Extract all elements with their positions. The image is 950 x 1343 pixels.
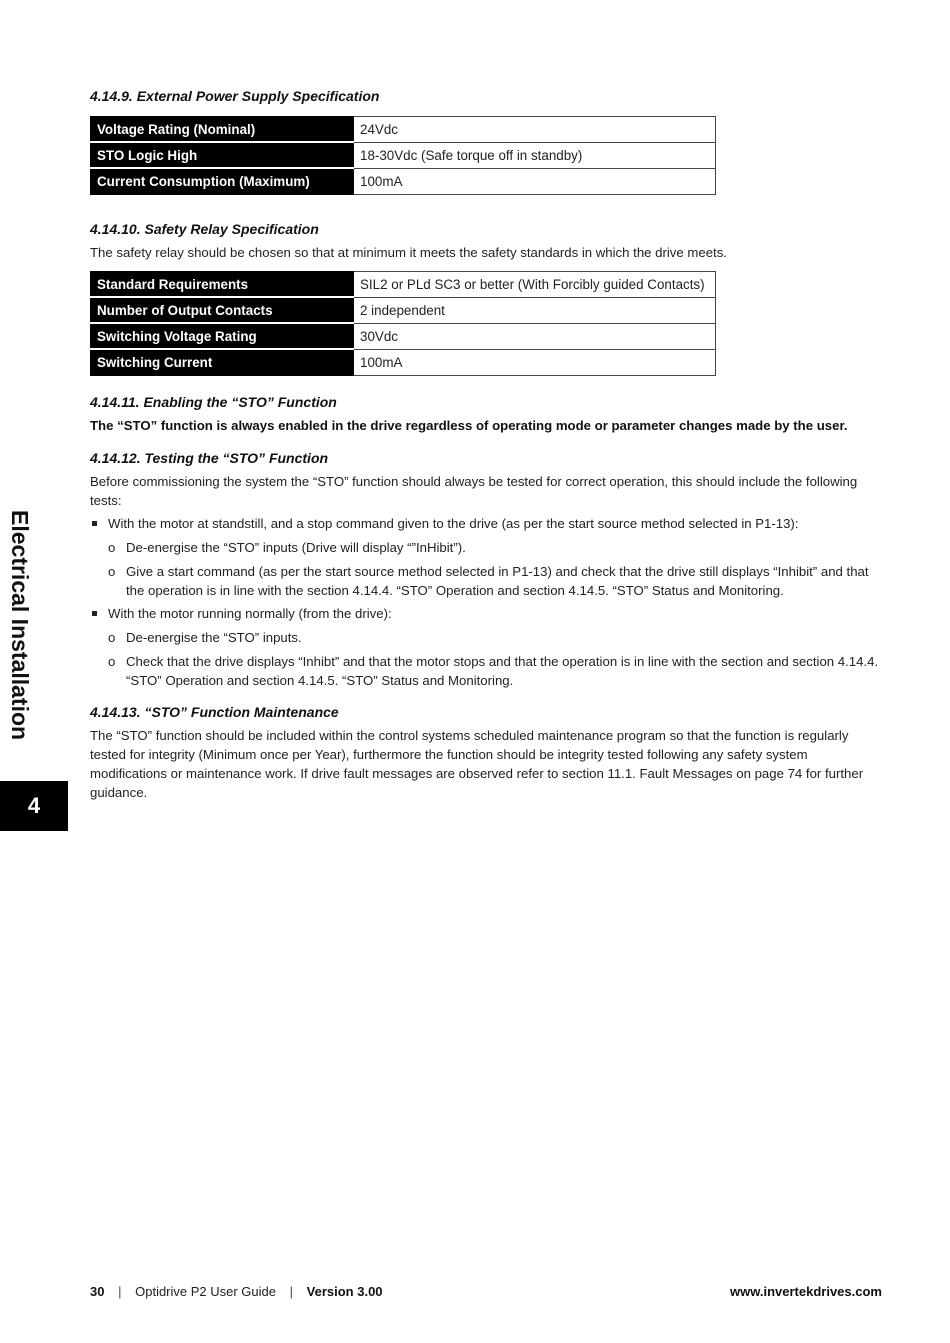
sto-maintenance-text: The “STO” function should be included within the control systems scheduled maintenance program so that the function is regularly tested for integrity (Minimum once per Year), furthermore the function should be integrity tested following any safety system modifications or maintenance work. If drive fault messages are observed refer to section 11.1. Fault Messages on page 74 for further guidance. bbox=[90, 728, 864, 800]
page-footer bbox=[90, 1284, 882, 1299]
spec-value: SIL2 or PLd SC3 or better (With Forcibly guided Contacts) bbox=[354, 272, 716, 298]
spec-value: 100mA bbox=[354, 349, 716, 375]
table-row bbox=[91, 323, 716, 349]
testing-steps-list bbox=[90, 514, 885, 690]
table-row bbox=[91, 142, 716, 168]
spec-key: Switching Current bbox=[91, 349, 354, 375]
spec-key: Voltage Rating (Nominal) bbox=[91, 117, 354, 143]
table-row bbox=[91, 272, 716, 298]
spec-value: 30Vdc bbox=[354, 323, 716, 349]
spec-value: 100mA bbox=[354, 168, 716, 194]
sub-list-item bbox=[90, 628, 885, 647]
spec-value: 18-30Vdc (Safe torque off in standby) bbox=[354, 142, 716, 168]
safety-relay-table bbox=[90, 271, 716, 376]
table-row bbox=[91, 117, 716, 143]
list-item bbox=[90, 514, 885, 600]
heading-testing-sto: 4.14.12. Testing the “STO” Function bbox=[90, 450, 329, 466]
bullet-text: With the motor running normally (from the drive): bbox=[108, 606, 392, 621]
spec-key: Standard Requirements bbox=[91, 272, 354, 298]
sub-bullet-marker: o bbox=[108, 630, 116, 645]
bullet-square-icon bbox=[92, 521, 97, 526]
footer-separator: | bbox=[289, 1284, 294, 1299]
sub-list bbox=[108, 628, 885, 690]
sub-list-item bbox=[90, 652, 885, 690]
chapter-number: 4 bbox=[27, 793, 41, 818]
sub-bullet-marker: o bbox=[108, 540, 116, 555]
chapter-number-badge bbox=[0, 781, 68, 831]
heading-sto-maintenance: 4.14.13. “STO” Function Maintenance bbox=[90, 704, 339, 720]
version-label: Version 3.00 bbox=[306, 1284, 383, 1299]
list-item bbox=[90, 604, 885, 690]
sub-bullet-marker: o bbox=[108, 564, 116, 579]
sub-bullet-text: De-energise the “STO” inputs (Drive will display “”InHibit”). bbox=[126, 540, 466, 555]
table-row bbox=[91, 168, 716, 194]
spec-key: Switching Voltage Rating bbox=[91, 323, 354, 349]
heading-enabling-sto: 4.14.11. Enabling the “STO” Function bbox=[90, 394, 337, 410]
website-link[interactable]: www.invertekdrives.com bbox=[730, 1284, 882, 1299]
bullet-square-icon bbox=[92, 611, 97, 616]
safety-relay-intro: The safety relay should be chosen so that at minimum it meets the safety standards in which the drive meets. bbox=[90, 245, 727, 260]
footer-separator: | bbox=[118, 1284, 122, 1299]
enabling-sto-text: The “STO” function is always enabled in the drive regardless of operating mode or parameter changes made by the user. bbox=[90, 418, 848, 433]
sub-bullet-text: De-energise the “STO” inputs. bbox=[126, 630, 302, 645]
guide-title: Optidrive P2 User Guide bbox=[135, 1284, 277, 1299]
page-content bbox=[90, 86, 885, 802]
page-number: 30 bbox=[90, 1284, 105, 1299]
heading-safety-relay: 4.14.10. Safety Relay Specification bbox=[90, 221, 319, 237]
spec-value: 24Vdc bbox=[354, 117, 716, 143]
sub-list-item bbox=[90, 562, 885, 600]
chapter-side-title: Electrical Installation bbox=[7, 510, 33, 741]
footer-left bbox=[90, 1284, 383, 1299]
sub-bullet-marker: o bbox=[108, 654, 116, 669]
spec-key: Current Consumption (Maximum) bbox=[91, 168, 354, 194]
table-row bbox=[91, 297, 716, 323]
sub-list-item bbox=[90, 538, 885, 557]
table-row bbox=[91, 349, 716, 375]
external-power-supply-table bbox=[90, 116, 716, 195]
sub-bullet-text: Check that the drive displays “Inhibt” and that the motor stops and that the operation is in line with the section and section 4.14.4. “STO” Operation and section 4.14.5. “STO” Status and Monitoring. bbox=[126, 654, 879, 688]
spec-key: STO Logic High bbox=[91, 142, 354, 168]
spec-key: Number of Output Contacts bbox=[91, 297, 354, 323]
sub-bullet-text: Give a start command (as per the start source method selected in P1-13) and check that the drive still displays “Inhibit” and that the operation is in line with the section 4.14.4. “STO” Operation and section 4.14.5. “STO” Status and Monitoring. bbox=[126, 564, 869, 598]
testing-sto-intro: Before commissioning the system the “STO” function should always be tested for correct operation, this should include the following tests: bbox=[90, 474, 858, 508]
spec-value: 2 independent bbox=[354, 297, 716, 323]
sub-list bbox=[108, 538, 885, 600]
heading-external-power-supply: 4.14.9. External Power Supply Specification bbox=[90, 88, 380, 104]
bullet-text: With the motor at standstill, and a stop command given to the drive (as per the start source method selected in P1-13): bbox=[108, 516, 799, 531]
